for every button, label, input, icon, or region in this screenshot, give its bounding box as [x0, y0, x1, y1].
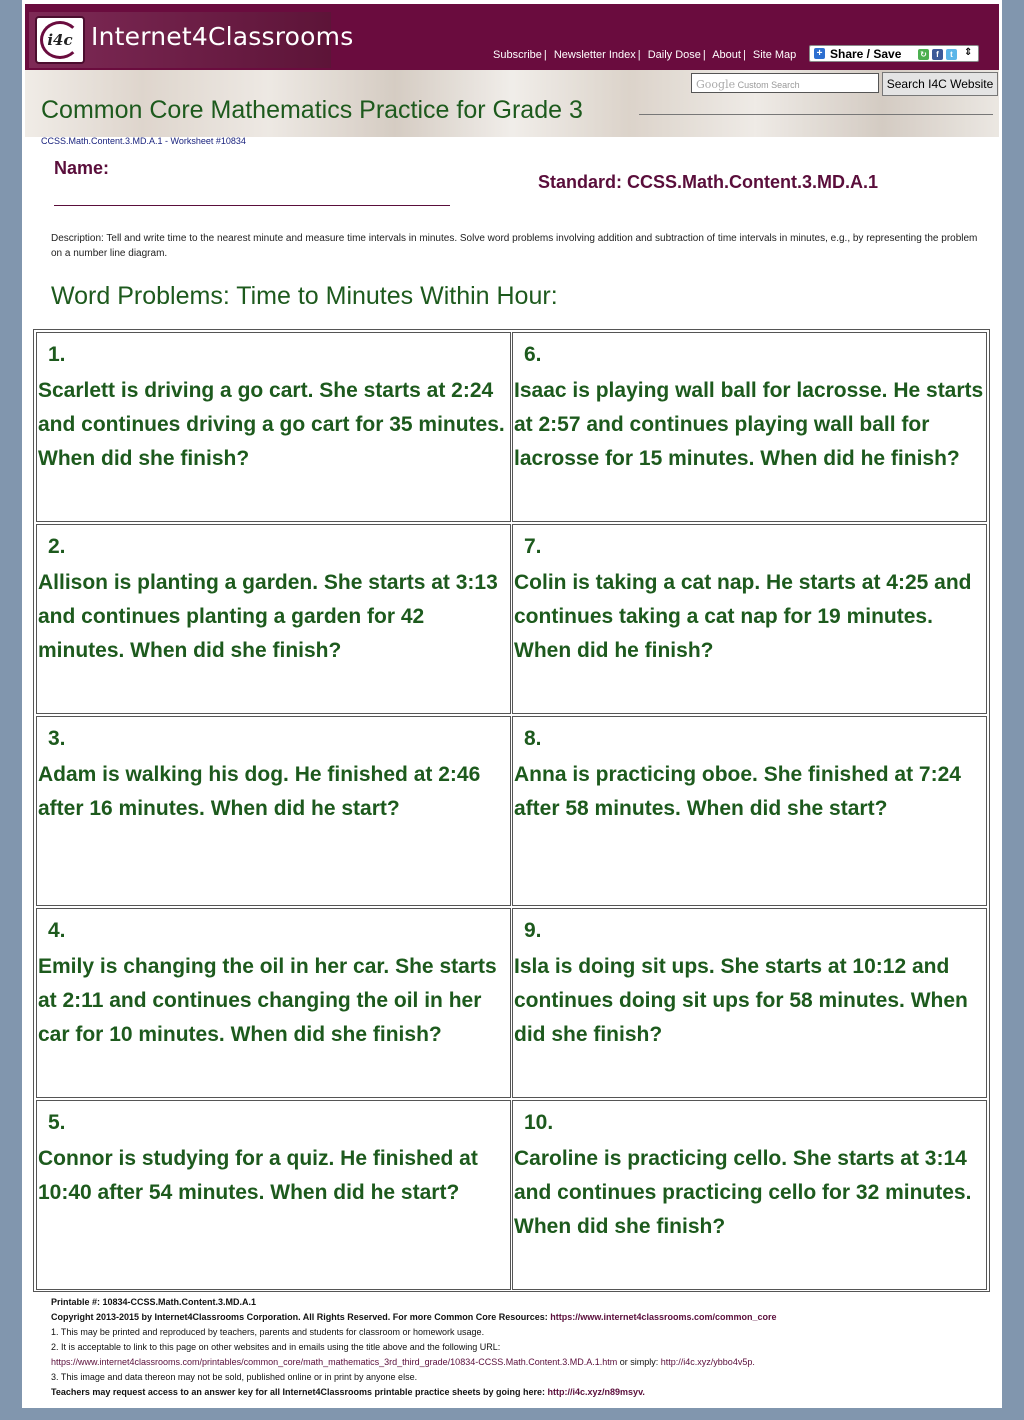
nav-site-map[interactable]: Site Map	[752, 49, 797, 61]
problem-number: 2.	[48, 535, 66, 558]
copyright	[51, 1310, 981, 1325]
problem-cell	[36, 1100, 511, 1290]
updown-arrow-icon: ⇕	[964, 47, 973, 58]
problem-cell	[36, 716, 511, 906]
problem-text: Scarlett is driving a go cart. She starts at 2:24 and continues driving a go cart for 35 minutes. When did she finish?	[38, 379, 505, 470]
worksheet-long-url[interactable]: https://www.internet4classrooms.com/printables/common_core/math_mathematics_3rd_third_grade/10834-CCSS.Math.Content.3.MD.A.1.htm	[51, 1357, 618, 1367]
footer	[51, 1295, 981, 1400]
problem-cell	[36, 908, 511, 1098]
problem-text: Isaac is playing wall ball for lacrosse. He starts at 2:57 and continues playing wall ball for lacrosse for 15 minutes. When did he finish?	[514, 379, 984, 470]
description: Description: Tell and write time to the nearest minute and measure time intervals in minutes. Solve word problems involving addition and subtraction of time intervals in minutes, e.g., by representing the problem on a number line diagram.	[51, 233, 978, 259]
problem-text: Adam is walking his dog. He finished at 2:46 after 16 minutes. When did he start?	[38, 763, 481, 820]
answer-key-note	[51, 1385, 981, 1400]
name-label: Name:	[54, 158, 110, 178]
problem-text: Caroline is practicing cello. She starts at 3:14 and continues practicing cello for 32 minutes. When did she finish?	[514, 1147, 972, 1238]
search-button[interactable]: Search I4C Website	[882, 72, 998, 96]
plus-icon: +	[814, 48, 825, 59]
problem-number: 9.	[524, 919, 542, 942]
problems-table	[33, 329, 990, 1292]
title-divider	[639, 114, 993, 115]
copyright-text: Copyright 2013-2015 by Internet4Classrooms Corporation. All Rights Reserved. For more Common Core Resources:	[51, 1312, 551, 1322]
nav-about[interactable]: About	[712, 49, 741, 61]
share-save-button[interactable]	[809, 45, 979, 62]
answer-key-text: Teachers may request access to an answer key for all Internet4Classrooms printable practice sheets by going here:	[51, 1387, 548, 1397]
page-title: Common Core Mathematics Practice for Grade 3	[41, 96, 583, 124]
problem-cell	[512, 908, 987, 1098]
problem-cell	[512, 524, 987, 714]
usage-note-1: 1. This may be printed and reproduced by teachers, parents and students for classroom or homework usage.	[51, 1327, 485, 1337]
problem-text: Colin is taking a cat nap. He starts at 4:25 and continues taking a cat nap for 19 minutes. When did he finish?	[514, 571, 972, 662]
worksheet-id: CCSS.Math.Content.3.MD.A.1 - Worksheet #10834	[41, 136, 246, 146]
problem-number: 5.	[48, 1111, 66, 1134]
nav-subscribe[interactable]: Subscribe	[493, 49, 542, 61]
problem-text: Connor is studying for a quiz. He finished at 10:40 after 54 minutes. When did he start?	[38, 1147, 478, 1204]
worksheet-urls	[51, 1355, 981, 1370]
problem-number: 6.	[524, 343, 542, 366]
problem-cell	[512, 332, 987, 522]
problem-text: Emily is changing the oil in her car. She starts at 2:11 and continues changing the oil in her car for 10 minutes. When did she finish?	[38, 955, 497, 1046]
problem-number: 10.	[524, 1111, 554, 1134]
nav-separator: |	[543, 49, 547, 61]
problem-cell	[512, 716, 987, 906]
usage-note-2: 2. It is acceptable to link to this page on other websites and in emails using the title above and the following URL:	[51, 1342, 501, 1352]
site-header	[25, 4, 999, 137]
search-input[interactable]	[691, 73, 879, 93]
problem-number: 4.	[48, 919, 66, 942]
top-bar	[25, 4, 999, 70]
or-simply-text: or simply:	[617, 1357, 661, 1367]
logo-text: Internet4Classrooms	[91, 22, 354, 51]
top-nav	[493, 49, 796, 61]
answer-key-link[interactable]: http://i4c.xyz/n89msyv.	[547, 1387, 645, 1397]
worksheet-short-url[interactable]: http://i4c.xyz/ybbo4v5p.	[660, 1357, 755, 1367]
problem-text: Allison is planting a garden. She starts at 3:13 and continues planting a garden for 42 minutes. When did she finish?	[38, 571, 498, 662]
section-title: Word Problems: Time to Minutes Within Hour:	[51, 282, 558, 310]
logo[interactable]	[29, 12, 354, 68]
nav-separator: |	[637, 49, 641, 61]
nav-separator: |	[702, 49, 706, 61]
nav-daily-dose[interactable]: Daily Dose	[647, 49, 701, 61]
problem-text: Anna is practicing oboe. She finished at 7:24 after 58 minutes. When did she start?	[514, 763, 961, 820]
name-line	[54, 205, 450, 206]
nav-separator: |	[742, 49, 746, 61]
google-logo: Google	[696, 78, 736, 91]
share-icon: ↻	[918, 49, 929, 60]
problem-number: 3.	[48, 727, 66, 750]
twitter-icon: t	[946, 49, 957, 60]
standard-label: Standard: CCSS.Math.Content.3.MD.A.1	[538, 172, 879, 192]
common-core-link[interactable]: https://www.internet4classrooms.com/common_core	[550, 1312, 777, 1322]
problem-number: 8.	[524, 727, 542, 750]
problem-cell	[36, 332, 511, 522]
problem-cell	[512, 1100, 987, 1290]
problem-text: Isla is doing sit ups. She starts at 10:12 and continues doing sit ups for 58 minutes. When did she finish?	[514, 955, 968, 1046]
i4c-logo-icon: i4c	[35, 16, 85, 64]
nav-newsletter-index[interactable]: Newsletter Index	[553, 49, 636, 61]
share-label: Share / Save	[830, 47, 902, 61]
problem-number: 7.	[524, 535, 542, 558]
search-placeholder: Custom Search	[737, 80, 800, 90]
printable-number: Printable #: 10834-CCSS.Math.Content.3.MD.A.1	[51, 1297, 257, 1307]
usage-note-3: 3. This image and data thereon may not be sold, published online or in print by anyone else.	[51, 1372, 418, 1382]
facebook-icon: f	[932, 49, 943, 60]
problem-cell	[36, 524, 511, 714]
worksheet-page	[22, 0, 1002, 1408]
problem-number: 1.	[48, 343, 66, 366]
